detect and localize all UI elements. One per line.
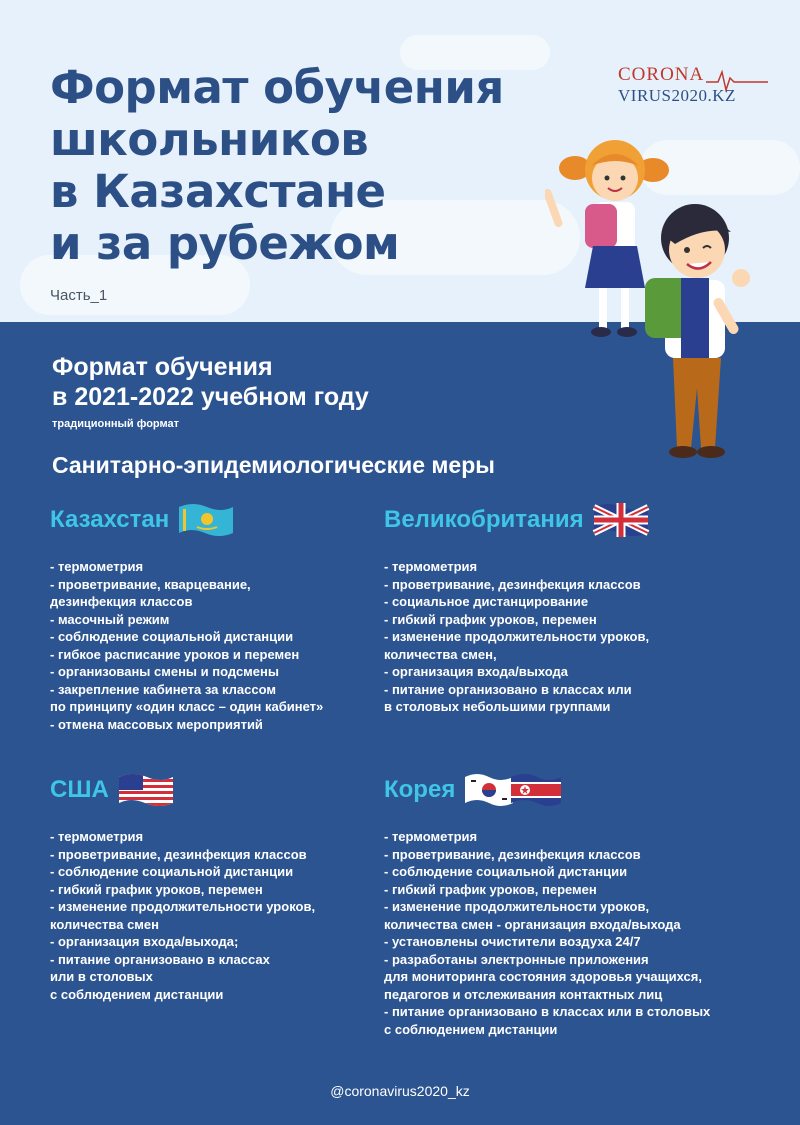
list-item: - соблюдение социальной дистанции xyxy=(50,864,294,879)
footer-handle: @coronavirus2020_kz xyxy=(330,1083,470,1099)
list-item: - проветривание, дезинфекция классов xyxy=(384,846,641,862)
list-item: количества смен xyxy=(50,916,159,932)
list-item: - масочный режим xyxy=(50,611,170,627)
list-item: - термометрия xyxy=(384,829,478,844)
country-korea xyxy=(384,770,710,1038)
country-uk xyxy=(384,500,650,716)
measures-list xyxy=(50,558,323,733)
list-item: педагогов и отслеживания контактных лиц xyxy=(384,986,663,1002)
subtitle xyxy=(52,352,369,412)
title-line: Формат обучения xyxy=(50,61,504,114)
country-name: Казахстан xyxy=(50,506,170,533)
uk-flag-icon xyxy=(592,501,650,539)
list-item: в столовых небольшими группами xyxy=(384,699,611,714)
list-item: дезинфекция классов xyxy=(50,594,193,609)
format-label: традиционный формат xyxy=(52,418,179,430)
list-item: - проветривание, дезинфекция классов xyxy=(50,846,307,862)
list-item: - изменение продолжительности уроков, xyxy=(384,629,650,644)
measures-list xyxy=(384,558,650,716)
list-item: с соблюдением дистанции xyxy=(384,1021,558,1037)
list-item: - организация входа/выхода; xyxy=(50,934,239,949)
list-item: - изменение продолжительности уроков, xyxy=(50,899,316,914)
list-item: количества смен - организация входа/выхода xyxy=(384,916,681,932)
coronavirus-logo xyxy=(618,64,768,108)
list-item: - гибкий график уроков, перемен xyxy=(50,881,263,897)
boy-figure xyxy=(645,204,750,458)
logo-line-2: VIRUS2020.KZ xyxy=(618,86,736,105)
country-kazakhstan xyxy=(50,500,323,733)
list-item: с соблюдением дистанции xyxy=(50,986,224,1002)
list-item: - термометрия xyxy=(50,829,144,844)
logo-line-1: CORONA xyxy=(618,64,705,85)
list-item: - установлены очистители воздуха 24/7 xyxy=(384,934,641,949)
part-label: Часть_1 xyxy=(50,287,108,304)
list-item: - закрепление кабинета за классом xyxy=(50,681,277,697)
title-line: в Казахстане xyxy=(50,165,386,218)
title-line: и за рубежом xyxy=(50,217,400,270)
main-title xyxy=(50,62,570,270)
list-item: - социальное дистанцирование xyxy=(384,594,589,609)
title-line: школьников xyxy=(50,113,369,166)
list-item: - питание организовано в классах или xyxy=(384,681,632,697)
list-item: - термометрия xyxy=(384,559,478,574)
country-name: Корея xyxy=(384,776,456,803)
list-item: - организация входа/выхода xyxy=(384,664,569,679)
list-item: - соблюдение социальной дистанции xyxy=(50,629,294,644)
subtitle-line: в 2021-2022 учебном году xyxy=(52,383,369,411)
list-item: - питание организовано в классах xyxy=(50,951,270,967)
country-name: Великобритания xyxy=(384,506,584,533)
schoolchildren-illustration xyxy=(545,128,785,468)
list-item: - гибкое расписание уроков и перемен xyxy=(50,646,300,662)
list-item: для мониторинга состояния здоровья учащихся, xyxy=(384,969,702,984)
list-item: - отмена массовых мероприятий xyxy=(50,716,263,732)
list-item: - соблюдение социальной дистанции xyxy=(384,864,628,879)
list-item: - питание организовано в классах или в столовых xyxy=(384,1004,711,1019)
list-item: - организованы смены и подсмены xyxy=(50,664,279,679)
list-item: или в столовых xyxy=(50,969,153,984)
list-item: количества смен, xyxy=(384,646,497,662)
country-usa xyxy=(50,770,315,1003)
measures-list xyxy=(384,828,710,1038)
list-item: - разработаны электронные приложения xyxy=(384,951,649,967)
list-item: - гибкий график уроков, перемен xyxy=(384,881,597,897)
list-item: - термометрия xyxy=(50,559,144,574)
usa-flag-icon xyxy=(117,771,175,809)
list-item: - изменение продолжительности уроков, xyxy=(384,899,650,914)
list-item: по принципу «один класс – один кабинет» xyxy=(50,699,324,714)
kazakhstan-flag-icon xyxy=(177,501,235,539)
country-name: США xyxy=(50,776,109,803)
list-item: - проветривание, дезинфекция классов xyxy=(384,576,641,592)
measures-list xyxy=(50,828,315,1003)
subtitle-line: Формат обучения xyxy=(52,353,273,381)
list-item: - проветривание, кварцевание, xyxy=(50,576,251,592)
measures-heading: Санитарно-эпидемиологические меры xyxy=(52,452,495,478)
korea-flags-icon xyxy=(463,771,563,809)
list-item: - гибкий график уроков, перемен xyxy=(384,611,597,627)
